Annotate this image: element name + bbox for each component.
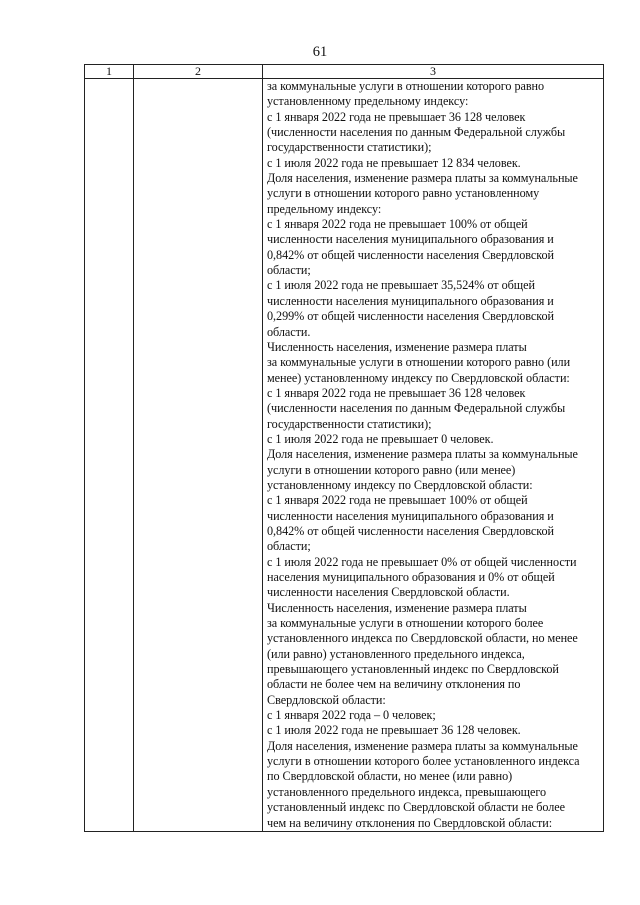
document-table <box>84 64 604 832</box>
text-line: за коммунальные услуги в отношении которого равно <box>267 79 545 93</box>
text-line: предельному индексу: <box>267 201 382 216</box>
page-number: 61 <box>312 44 328 60</box>
text-line: с 1 января 2022 года – 0 человек; <box>267 708 436 723</box>
text-line: области. <box>267 324 311 339</box>
text-line: с 1 июля 2022 года не превышает 36 128 человек. <box>267 723 521 738</box>
table-cell-column-2 <box>134 79 263 832</box>
column-header-2: 2 <box>134 65 263 79</box>
text-line: Свердловской области: <box>267 692 386 707</box>
text-line: с 1 июля 2022 года не превышает 0 человек. <box>267 431 494 446</box>
text-line: численности населения муниципального образования и <box>267 232 554 247</box>
text-line: превышающего установленный индекс по Свердловской <box>267 662 559 677</box>
text-line: Численность населения, изменение размера платы <box>267 600 527 615</box>
text-line: установленный индекс по Свердловской области не более <box>267 800 566 815</box>
text-line: (или равно) установленного предельного индекса, <box>267 646 525 661</box>
text-line: Доля населения, изменение размера платы за коммунальные <box>267 738 578 753</box>
text-line: (численности населения по данным Федеральной службы <box>267 125 566 140</box>
text-line: населения муниципального образования и 0% от общей <box>267 570 555 584</box>
table-row <box>85 79 604 832</box>
text-line: за коммунальные услуги в отношении которого более <box>267 616 544 631</box>
text-line: численности населения муниципального образования и <box>267 508 554 523</box>
text-line: (численности населения по данным Федеральной службы <box>267 401 566 416</box>
column-header-3: 3 <box>263 65 604 79</box>
text-line: 0,299% от общей численности населения Свердловской <box>267 309 555 324</box>
table-header-row <box>85 65 604 79</box>
text-line: области не более чем на величину отклонения по <box>267 677 521 692</box>
table-cell-column-3 <box>263 79 604 832</box>
text-line: менее) установленному индексу по Свердловской области: <box>267 370 570 385</box>
table-cell-column-1 <box>85 79 134 832</box>
text-line: области; <box>267 263 311 278</box>
text-line: с 1 января 2022 года не превышает 36 128 человек <box>267 385 526 400</box>
text-line: по Свердловской области, но менее (или равно) <box>267 769 513 784</box>
text-line: Доля населения, изменение размера платы за коммунальные <box>267 171 578 186</box>
text-line: установленному предельному индексу: <box>267 94 469 109</box>
text-line: за коммунальные услуги в отношении которого равно (или <box>267 355 571 370</box>
text-line: государственности статистики); <box>267 140 432 155</box>
text-line: установленного предельного индекса, превышающего <box>267 784 547 799</box>
column-header-1: 1 <box>85 65 134 79</box>
text-line: с 1 января 2022 года не превышает 100% от общей <box>267 493 528 508</box>
text-line: услуги в отношении которого более установленного индекса <box>267 754 580 769</box>
text-line: области; <box>267 539 311 554</box>
text-line: Численность населения, изменение размера платы <box>267 339 527 354</box>
text-line: чем на величину отклонения по Свердловской области: <box>267 815 553 830</box>
text-line: государственности статистики); <box>267 416 432 431</box>
text-line: услуги в отношении которого равно установленному <box>267 186 540 201</box>
text-line: Доля населения, изменение размера платы за коммунальные <box>267 447 578 462</box>
text-line: с 1 января 2022 года не превышает 36 128 человек <box>267 109 526 124</box>
text-line: 0,842% от общей численности населения Свердловской <box>267 523 555 538</box>
text-line: услуги в отношении которого равно (или менее) <box>267 462 516 477</box>
text-line: с 1 июля 2022 года не превышает 35,524% от общей <box>267 278 535 293</box>
text-line: установленному индексу по Свердловской области: <box>267 477 533 492</box>
text-line: 0,842% от общей численности населения Свердловской <box>267 247 555 262</box>
text-line: численности населения муниципального образования и <box>267 293 554 308</box>
text-line: численности населения Свердловской области. <box>267 585 510 600</box>
text-line: установленного индекса по Свердловской области, но менее <box>267 631 578 646</box>
text-line: с 1 июля 2022 года не превышает 12 834 человек. <box>267 155 521 170</box>
text-line: с 1 июля 2022 года не превышает 0% от общей численности <box>267 554 577 569</box>
text-line: с 1 января 2022 года не превышает 100% от общей <box>267 217 528 232</box>
